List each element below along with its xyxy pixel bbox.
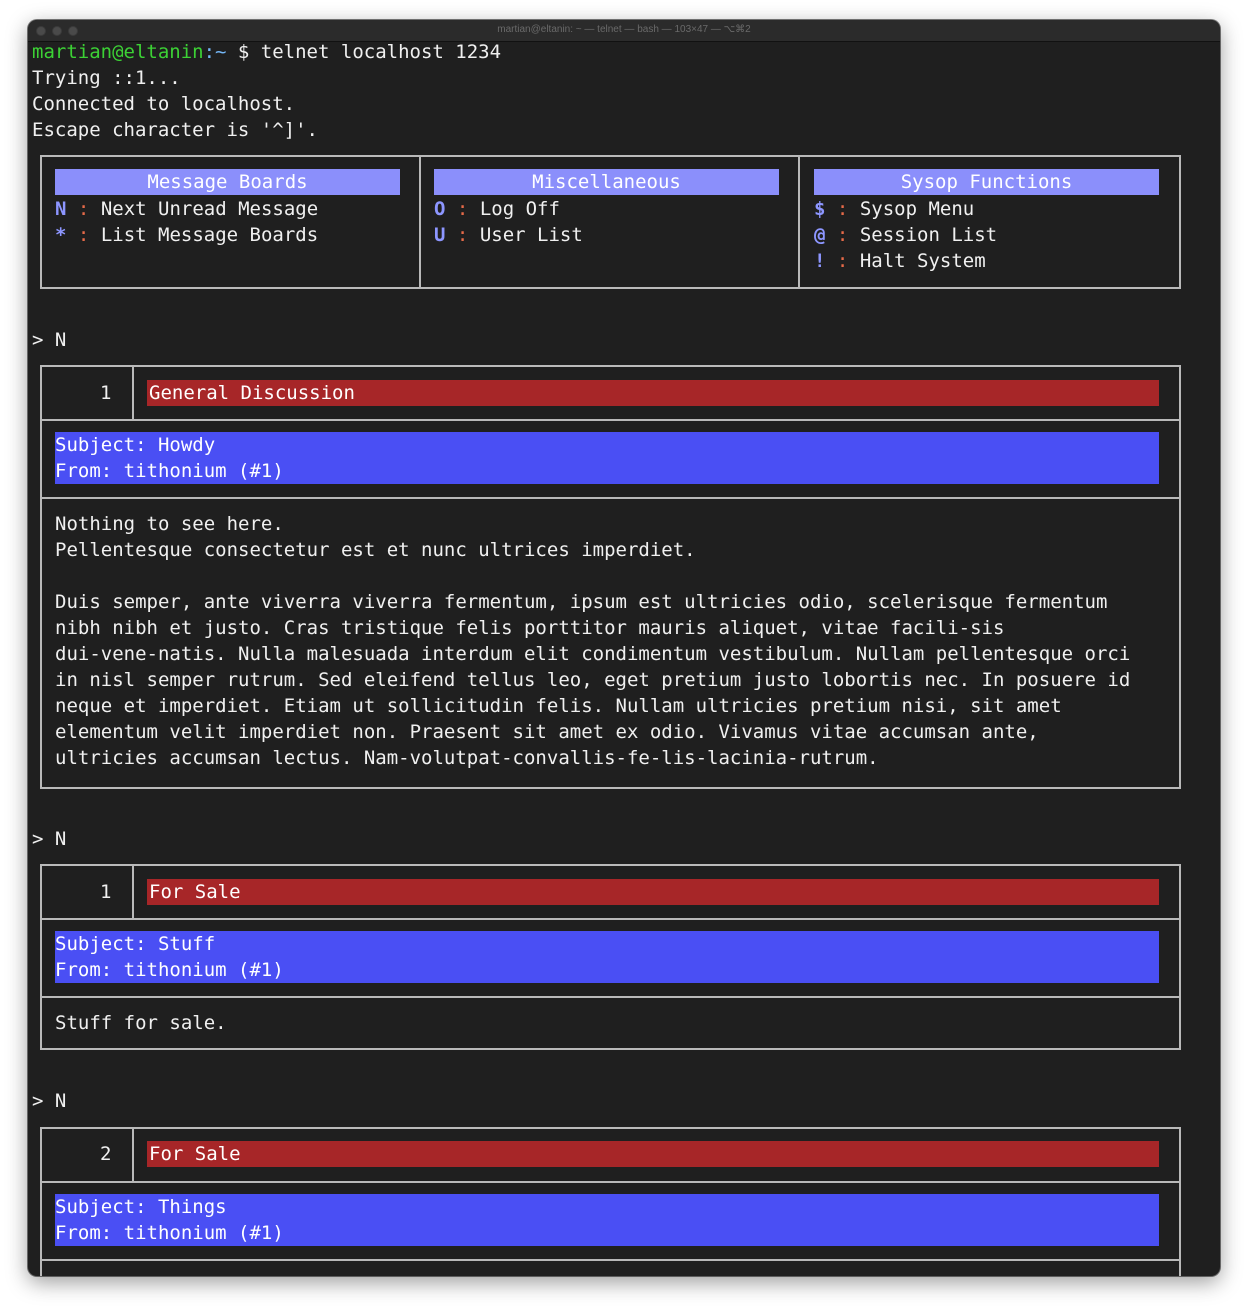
board-name: For Sale bbox=[147, 1141, 1159, 1167]
message-body-line: in nisl semper rutrum. Sed eleifend tellus leo, eget pretium justo lobortis nec. In posuere id bbox=[55, 669, 1131, 691]
menu-item-label: Session List bbox=[859, 224, 998, 246]
section-divider bbox=[40, 497, 1181, 499]
message-number: 1 bbox=[100, 881, 112, 903]
menu-key: O bbox=[434, 198, 446, 220]
number-divider bbox=[132, 864, 134, 920]
output-line: Escape character is '^]'. bbox=[32, 119, 318, 141]
terminal-content[interactable] bbox=[32, 41, 1220, 1276]
output-line: Trying ::1... bbox=[32, 67, 181, 89]
menu-item-log-off[interactable] bbox=[434, 196, 560, 222]
menu-key: U bbox=[434, 224, 446, 246]
command-line bbox=[32, 39, 501, 65]
section-divider bbox=[40, 1259, 1181, 1261]
number-divider bbox=[132, 1127, 134, 1183]
menu-sep: : bbox=[77, 198, 90, 220]
board-name: For Sale bbox=[147, 879, 1159, 905]
menu-item-next-unread[interactable] bbox=[55, 196, 318, 222]
message-body-line: neque et imperdiet. Etiam ut sollicitudin felis. Nullam ultricies pretium nisi, sit amet bbox=[55, 695, 1062, 717]
prompt-command: $ telnet localhost 1234 bbox=[226, 41, 502, 63]
input-prompt: > N bbox=[32, 1090, 67, 1112]
window-title: martian@eltanin: ~ — telnet — bash — 103×47 — ⌥⌘2 bbox=[497, 24, 751, 35]
message-subject: Subject: Stuff bbox=[55, 933, 216, 955]
message-body-line: Nothing to see here. bbox=[55, 513, 284, 535]
menu-item-label: User List bbox=[479, 224, 583, 246]
menu-header-sysop-functions: Sysop Functions bbox=[814, 169, 1159, 195]
menu-item-user-list[interactable] bbox=[434, 222, 583, 248]
section-divider bbox=[40, 1181, 1181, 1183]
message-from: From: tithonium (#1) bbox=[55, 959, 284, 981]
menu-sep: : bbox=[836, 224, 849, 246]
menu-sep: : bbox=[836, 198, 849, 220]
menu-item-halt-system[interactable] bbox=[814, 248, 986, 274]
menu-sep: : bbox=[456, 198, 469, 220]
menu-key: ! bbox=[814, 250, 826, 272]
menu-header-message-boards: Message Boards bbox=[55, 169, 400, 195]
message-body-line: Duis semper, ante viverra viverra fermentum, ipsum est ultricies odio, scelerisque fermentum bbox=[55, 591, 1108, 613]
menu-item-label: Next Unread Message bbox=[100, 198, 319, 220]
section-divider bbox=[40, 918, 1181, 920]
message-body-line: Pellentesque consectetur est et nunc ultrices imperdiet. bbox=[55, 539, 696, 561]
prompt-path: :~ bbox=[203, 41, 227, 63]
message-from: From: tithonium (#1) bbox=[55, 1222, 284, 1244]
menu-item-list-boards[interactable] bbox=[55, 222, 318, 248]
message-header bbox=[55, 931, 1159, 983]
menu-item-sysop-menu[interactable] bbox=[814, 196, 974, 222]
message-body-line: nibh nibh et justo. Cras tristique felis porttitor mauris aliquet, vitae facili-sis bbox=[55, 617, 1005, 639]
menu-sep: : bbox=[836, 250, 849, 272]
menu-header-miscellaneous: Miscellaneous bbox=[434, 169, 779, 195]
menu-item-session-list[interactable] bbox=[814, 222, 997, 248]
menu-key: * bbox=[55, 224, 67, 246]
message-body-line: elementum velit imperdiet non. Praesent sit amet ex odio. Vivamus vitae accumsan ante, bbox=[55, 721, 1039, 743]
menu-sep: : bbox=[456, 224, 469, 246]
message-number: 2 bbox=[100, 1143, 112, 1165]
message-header bbox=[55, 1194, 1159, 1246]
menu-item-label: Sysop Menu bbox=[859, 198, 975, 220]
message-subject: Subject: Howdy bbox=[55, 434, 216, 456]
board-name: General Discussion bbox=[147, 380, 1159, 406]
menu-item-label: List Message Boards bbox=[100, 224, 319, 246]
menu-divider bbox=[419, 155, 421, 289]
menu-key: @ bbox=[814, 224, 826, 246]
prompt-user: martian@eltanin bbox=[32, 41, 204, 63]
message-from: From: tithonium (#1) bbox=[55, 460, 284, 482]
menu-item-label: Halt System bbox=[859, 250, 986, 272]
menu-divider bbox=[798, 155, 800, 289]
message-body-line: dui-vene-natis. Nulla malesuada interdum elit condimentum vestibulum. Nullam pellentesque orci bbox=[55, 643, 1131, 665]
output-line: Connected to localhost. bbox=[32, 93, 296, 115]
message-body-line: Stuff for sale. bbox=[55, 1012, 227, 1034]
input-prompt: > N bbox=[32, 329, 67, 351]
section-divider bbox=[40, 996, 1181, 998]
menu-sep: : bbox=[77, 224, 90, 246]
message-subject: Subject: Things bbox=[55, 1196, 227, 1218]
message-header bbox=[55, 432, 1159, 484]
menu-item-label: Log Off bbox=[479, 198, 560, 220]
menu-key: $ bbox=[814, 198, 826, 220]
number-divider bbox=[132, 365, 134, 421]
message-body-line: ultricies accumsan lectus. Nam-volutpat-convallis-fe-lis-lacinia-rutrum. bbox=[55, 747, 879, 769]
message-number: 1 bbox=[100, 382, 112, 404]
section-divider bbox=[40, 419, 1181, 421]
menu-key: N bbox=[55, 198, 67, 220]
input-prompt: > N bbox=[32, 828, 67, 850]
terminal-window bbox=[28, 20, 1220, 1276]
